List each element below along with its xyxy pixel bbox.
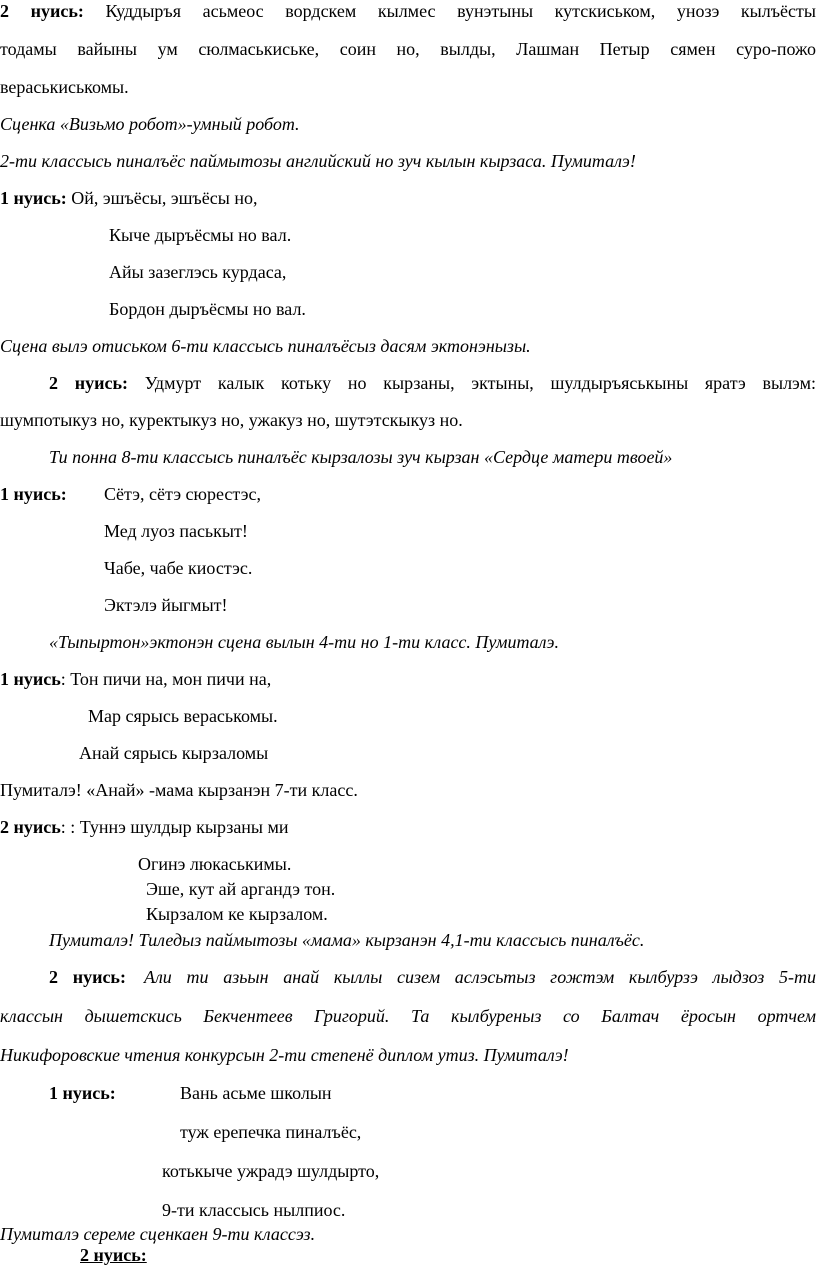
- poem-line: Айы зазеглэсь курдаса,: [109, 262, 287, 282]
- poem-line: Сётэ, сётэ сюрестэс,: [104, 484, 261, 504]
- stage-direction: Ти понна 8-ти классысь пиналъёс кырзалозы зуч кырзан «Сердце матери твоей»: [49, 447, 673, 467]
- stage-direction: Пумиталэ! Тиледыз паймытозы «мама» кырзанэн 4,1-ти классысь пиналъёс.: [49, 930, 645, 950]
- stage-direction: 2-ти классысь пиналъёс паймытозы английский но зуч кылын кырзаса. Пумиталэ!: [0, 151, 636, 171]
- poem-line: Анай сярысь кырзаломы: [79, 743, 269, 763]
- line-text: Ой, эшъёсы, эшъёсы но,: [66, 188, 258, 208]
- paragraph-line: тодамы вайыны ум сюлмаськиське, соин но, вылды, Лашман Петыр сямен суро-пожо: [0, 39, 816, 59]
- poem-line: Кыче дыръёсмы но вал.: [109, 225, 292, 245]
- speaker-label: 2 нуись:: [49, 373, 128, 393]
- line-text: : : Туннэ шулдыр кырзаны ми: [60, 817, 289, 837]
- speaker-heading: 2 нуись:: [80, 1245, 147, 1265]
- paragraph-line: шумпотыкуз но, куректыкуз но, ужакуз но, шутэтскыкуз но.: [0, 410, 463, 430]
- poem-line: Эктэлэ йыгмыт!: [104, 595, 228, 615]
- speaker-label: 1 нуись:: [0, 484, 67, 504]
- speaker-line: [49, 1082, 116, 1104]
- speaker-line: [0, 187, 257, 209]
- stage-direction: Сцена вылэ отиськом 6-ти классысь пиналъёсыз дасям эктонэнызы.: [0, 336, 531, 356]
- poem-line: Мед луоз паськыт!: [104, 521, 248, 541]
- poem-line: Мар сярысь вераськомы.: [88, 706, 278, 726]
- stage-direction: Сценка «Визьмо робот»-умный робот.: [0, 114, 300, 134]
- paragraph-line: Никифоровские чтения конкурсын 2-ти степенё диплом утиз. Пумиталэ!: [0, 1045, 569, 1065]
- speaker-label: 2 нуись: [0, 817, 61, 837]
- paragraph-line: классын дышетскись Бекчентеев Григорий. Та кылбуреныз со Балтач ёросын ортчем: [0, 1006, 816, 1026]
- paragraph-line: вераськиськомы.: [0, 77, 129, 97]
- poem-line: Огинэ люкаськимы.: [138, 854, 292, 874]
- speaker-line: [49, 372, 816, 394]
- poem-line: Бордон дыръёсмы но вал.: [109, 299, 306, 319]
- speaker-label: 2 нуись:: [49, 967, 126, 987]
- line-text: Куддыръя асьмеос вордскем кылмес вунэтыны кутскиськом, унозэ кылъёсты: [83, 1, 816, 21]
- speaker-label: 1 нуись:: [0, 188, 67, 208]
- stage-direction: «Тыпыртон»эктонэн сцена вылын 4-ти но 1-ти класс. Пумиталэ.: [49, 632, 559, 652]
- speaker-label: 1 нуись: [0, 669, 61, 689]
- poem-line: котькыче ужрадэ шулдырто,: [162, 1161, 380, 1181]
- poem-line: Вань асьме школын: [180, 1083, 332, 1103]
- poem-line: 9-ти классысь нылпиос.: [162, 1200, 346, 1220]
- speaker-line: [0, 668, 271, 690]
- line-text: : Тон пичи на, мон пичи на,: [60, 669, 272, 689]
- paragraph-line: Пумиталэ! «Анай» -мама кырзанэн 7-ти класс.: [0, 780, 358, 800]
- speaker-line: [0, 816, 289, 838]
- speaker-label: 1 нуись:: [49, 1083, 116, 1103]
- speaker-label: 2 нуись:: [0, 1, 84, 21]
- poem-line: туж ерепечка пиналъёс,: [180, 1122, 362, 1142]
- line-text: Удмурт калык котьку но кырзаны, эктыны, шулдыръяськыны яратэ вылэм:: [127, 373, 816, 393]
- stage-direction: Пумиталэ сереме сценкаен 9-ти классэз.: [0, 1224, 316, 1244]
- paragraph-line: [0, 0, 816, 22]
- line-text: Али ти азьын анай кыллы сизем аслэсьтыз гожтэм кылбурзэ лыдзоз 5-ти: [143, 967, 816, 987]
- speaker-line: [0, 483, 67, 505]
- poem-line: Эше, кут ай аргандэ тон.: [146, 879, 336, 899]
- speaker-line: [49, 966, 816, 988]
- poem-line: Чабе, чабе киостэс.: [104, 558, 253, 578]
- poem-line: Кырзалом ке кырзалом.: [146, 904, 328, 924]
